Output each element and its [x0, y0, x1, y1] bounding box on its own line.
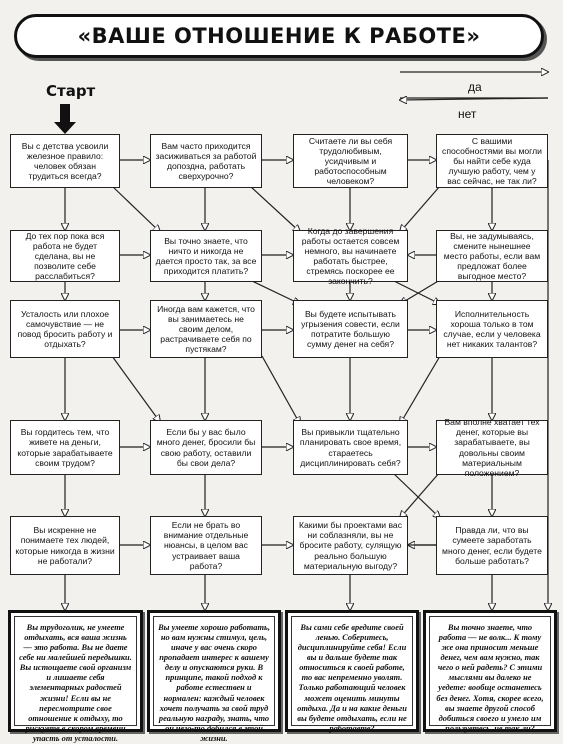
question-box-11: Вы будете испытывать угрызения совести, если потратите большую сумму денег на себя?	[293, 300, 408, 358]
question-box-4: С вашими способностями вы могли бы найти себе куда лучшую работу, чем у вас сейчас, не так ли?	[436, 134, 548, 188]
question-box-13: Вы гордитесь тем, что живете на деньги, которые зарабатываете своим трудом?	[10, 420, 120, 475]
start-arrow	[54, 104, 76, 134]
legend-no-label: нет	[458, 107, 477, 121]
legend-yes-label: да	[468, 80, 482, 94]
question-box-12: Исполнительность хороша только в том случае, если у человека нет никаких талантов?	[436, 300, 548, 358]
question-box-20: Правда ли, что вы сумеете заработать много денег, если будете больше работать?	[436, 516, 548, 575]
question-box-5: До тех пор пока вся работа не будет сделана, вы не позволите себе расслабиться?	[10, 230, 120, 282]
question-box-16: Вам вполне хватает тех денег, которые вы зарабатываете, вы довольны своим материальным положением?	[436, 420, 548, 475]
question-box-14: Если бы у вас было много денег, бросили бы свою работу, оставили бы свои дела?	[150, 420, 262, 475]
question-box-8: Вы, не задумываясь, смените нынешнее место работы, если вам предложат более выгодное место?	[436, 230, 548, 282]
question-box-1: Вы с детства усвоили железное правило: человек обязан трудиться всегда?	[10, 134, 120, 188]
question-box-9: Усталость или плохое самочувствие — не повод бросить работу и отдыхать?	[10, 300, 120, 358]
question-box-19: Какими бы проектами вас ни соблазняли, вы не бросите работу, сулящую реально большую материальную выгоду?	[293, 516, 408, 575]
question-box-7: Когда до завершения работы остается совсем немного, вы начинаете работать быстрее, стремясь поскорее ее закончить?	[293, 230, 408, 282]
question-box-18: Если не брать во внимание отдельные нюансы, в целом вас устраивает ваша работа?	[150, 516, 262, 575]
question-box-10: Иногда вам кажется, что вы занимаетесь не своим делом, растрачиваете себя по пустякам?	[150, 300, 262, 358]
answer-box-4: Вы точно знаете, что работа — не волк... К тому же она приносит меньше денег, чем вам нужно, так чего о ней радеть? С этими мыслями вы далеко не уедете: вообще останетесь без денег. Хотя, скорее всего, вы знаете другой способ добиться своего и умело им пользуетесь, не так ли?	[423, 610, 557, 732]
answer-box-3: Вы сами себе вредите своей ленью. Соберитесь, дисциплинируйте себя! Если вы и дальше будете так относиться к своей работе, то вас непременно уволят. Только работающий человек может оценить минуты отдыха. Да и на какие деньги вы будете отдыхать, если не работаете?	[285, 610, 419, 732]
question-box-3: Считаете ли вы себя трудолюбивым, усидчивым и работоспособным человеком?	[293, 134, 408, 188]
question-box-15: Вы привыкли тщательно планировать свое время, стараетесь дисциплинировать себя?	[293, 420, 408, 475]
question-box-17: Вы искренне не понимаете тех людей, которые никогда в жизни не работали?	[10, 516, 120, 575]
question-box-2: Вам часто приходится засиживаться за работой допоздна, работать сверхурочно?	[150, 134, 262, 188]
answer-box-2: Вы умеете хорошо работать, но вам нужны стимул, цель, иначе у вас очень скоро пропадает интерес к вашему делу и опускаются руки. В принципе, такой подход к работе естествен и нормален: каждый человек хочет получать за свой труд реальную награду, знать, что он чего-то добился в этой жизни.	[147, 610, 281, 732]
question-box-6: Вы точно знаете, что ничто и никогда не дается просто так, за все приходится платить?	[150, 230, 262, 282]
answer-box-1: Вы трудоголик, не умеете отдыхать, вся ваша жизнь — это работа. Вы не даете себе ни малейшей передышки. Вы истощаете свой организм и лишаете себя элементарных радостей жизни! Если вы не пересмотрите свое отношение к отдыху, то рискуете в скором времени упасть от усталости.	[8, 610, 143, 732]
page-title: «ВАШЕ ОТНОШЕНИЕ К РАБОТЕ»	[77, 24, 481, 48]
start-label: Старт	[46, 82, 96, 100]
